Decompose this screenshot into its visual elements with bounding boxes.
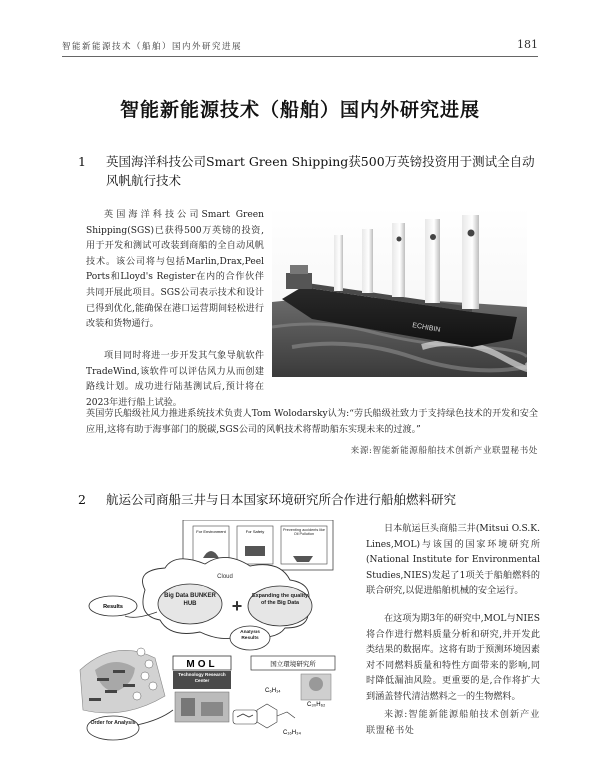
section2-heading-text: 航运公司商船三井与日本国家环境研究所合作进行船舶燃料研究: [106, 492, 457, 507]
section2-source: 来源:智能新能源船舶技术创新产业联盟秘书处: [366, 710, 540, 736]
mol-logo: MOL: [186, 659, 218, 670]
formula-1: C₆H₁₄: [265, 688, 281, 694]
bigdata-label: Big Data BUNKER HUB: [164, 593, 216, 607]
formula-2: C₁₆H₃₄: [283, 730, 302, 736]
nies-logo: 国立環境研究所: [270, 660, 316, 668]
order-label: Order for Analysis: [90, 720, 136, 726]
formula-3: C₃₀H₆₂: [307, 702, 326, 708]
section2-para2: 在这项为期3年的研究中,MOL与NIES将合作进行燃料质量分析和研究,并开发此类结果的数据库。这将有助于预测环境因素对不同燃料质量和特性方面带来的影响,同时降低漏油风险。更重要的是,合作将扩大到涵盖替代清洁燃料之一的生物燃料。: [366, 614, 540, 702]
section1-source: 来源:智能新能源船舶技术创新产业联盟秘书处: [350, 446, 538, 456]
plus-sign: +: [231, 596, 243, 616]
running-title: 智能新能源技术（船舶）国内外研究进展: [62, 42, 243, 52]
section2-number: 2: [78, 492, 86, 507]
sail-ship-photo: [272, 207, 527, 377]
section2-para1: 日本航运巨头商船三井(Mitsui O.S.K. Lines,MOL)与该国的国家环境研究所(National Institute for Environmental Studies,NIES)发起了1项关于船舶燃料的联合研究,以促进船舶机械的安全运行。: [366, 524, 540, 597]
analysis-label: Analysis Results: [240, 630, 260, 641]
cloud-label: Cloud: [217, 574, 233, 580]
section1-para3: 英国劳氏船级社风力推进系统技术负责人Tom Wolodarsky认为:“劳氏船级社致力于支持绿色技术的开发和安全应用,这将有助于海事部门的脱碳,SGS公司的风帆技术将帮助船东实现未来的过渡。”: [86, 409, 538, 435]
prevention-label: Preventing accidents like Oil Pollution: [283, 528, 325, 537]
section1-para2: 项目同时将进一步开发其气象导航软件TradeWind,该软件可以评估风力从而创建路线计划。成功进行陆基测试后,预计将在2023年进行船上试验。: [86, 351, 264, 408]
handshake-icon: [233, 710, 257, 724]
section1-para1: 英国海洋科技公司Smart Green Shipping(SGS)已获得500万英镑的投资,用于开发和测试可改装到商船的全自动风帆技术。该公司将与包括Marlin,Drax,Peel Ports和Lloyd's Register在内的合作伙伴共同开展此项目。SGS公司表示技术和设计已得到优化,能确保在港口运营期间轻松进行改装和货物通行。: [86, 210, 264, 330]
header-rule: [62, 56, 538, 57]
tech-center-label: Technology Research Center: [178, 672, 226, 683]
section2-heading: [80, 490, 540, 509]
section1-heading-text: 英国海洋科技公司Smart Green Shipping获500万英镑投资用于测试全自动风帆航行技术: [106, 154, 535, 188]
expanding-label: Expanding the quality of the Big Data: [251, 593, 308, 606]
safety-label: For Safety: [245, 529, 265, 534]
section1-heading: [80, 152, 540, 190]
running-header: [62, 40, 538, 56]
environment-label: For Environment: [196, 529, 226, 534]
results-label: Results: [103, 604, 123, 610]
section1-number: 1: [78, 154, 86, 169]
page-number: 181: [517, 38, 538, 51]
page-title: 智能新能源技术（船舶）国内外研究进展: [119, 99, 480, 121]
hull-text: ECHIBIN: [411, 322, 441, 334]
fuel-research-diagram: [75, 520, 345, 745]
